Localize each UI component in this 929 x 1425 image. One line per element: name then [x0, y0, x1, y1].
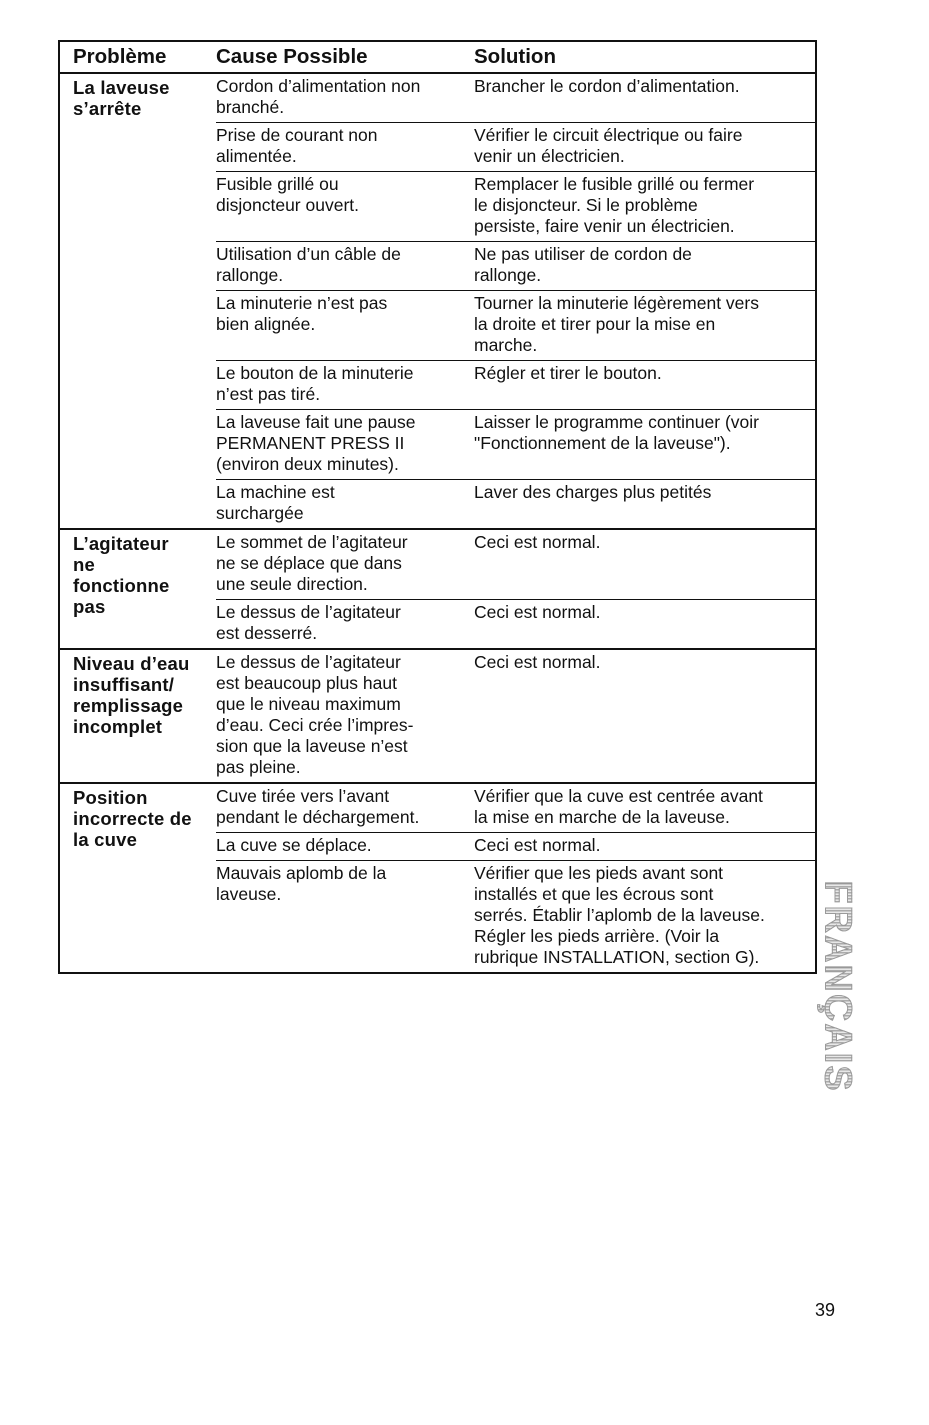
problem-title: Position incorrecte de la cuve — [73, 787, 192, 850]
cause-cell: Fusible grillé ou disjoncteur ouvert. — [216, 174, 359, 215]
table-row — [216, 122, 815, 171]
cause-list — [216, 530, 815, 648]
table-row — [216, 290, 815, 360]
troubleshooting-table — [58, 40, 817, 974]
solution-cell: Brancher le cordon d’alimentation. — [474, 76, 740, 96]
solution-cell: Laver des charges plus petités — [474, 482, 712, 502]
problem-block — [60, 782, 815, 972]
solution-cell: Tourner la minuterie légèrement vers la droite et tirer pour la mise en marche. — [474, 293, 759, 355]
solution-cell: Ceci est normal. — [474, 532, 601, 552]
table-row — [216, 74, 815, 122]
solution-cell: Ceci est normal. — [474, 602, 601, 622]
solution-cell: Régler et tirer le bouton. — [474, 363, 662, 383]
table-row — [216, 832, 815, 860]
solution-cell: Laisser le programme continuer (voir "Fonctionnement de la laveuse"). — [474, 412, 759, 453]
table-row — [216, 860, 815, 972]
cause-cell: Le bouton de la minuterie n’est pas tiré. — [216, 363, 414, 404]
cause-cell: Cuve tirée vers l’avant pendant le déchargement. — [216, 786, 420, 827]
table-header-row — [60, 42, 815, 74]
problem-block — [60, 528, 815, 648]
problem-title: L’agitateur ne fonctionne pas — [73, 533, 170, 617]
table-row — [216, 650, 815, 782]
page-number: 39 — [815, 1300, 836, 1320]
cause-cell: Le dessus de l’agitateur est desserré. — [216, 602, 401, 643]
header-problem: Problème — [73, 45, 167, 68]
table-row — [216, 530, 815, 599]
problem-block — [60, 648, 815, 782]
cause-cell: Prise de courant non alimentée. — [216, 125, 378, 166]
problem-title: Niveau d’eau insuffisant/ remplissage incomplet — [73, 653, 190, 737]
language-side-label-text: FRANÇAIS — [816, 879, 859, 1093]
cause-cell: La machine est surchargée — [216, 482, 335, 523]
solution-cell: Vérifier le circuit électrique ou faire venir un électricien. — [474, 125, 743, 166]
table-row — [216, 479, 815, 528]
table-row — [216, 409, 815, 479]
cause-cell: La minuterie n’est pas bien alignée. — [216, 293, 388, 334]
table-row — [216, 784, 815, 832]
solution-cell: Ceci est normal. — [474, 835, 601, 855]
cause-cell: Le sommet de l’agitateur ne se déplace que dans une seule direction. — [216, 532, 408, 594]
header-cause: Cause Possible — [216, 45, 368, 68]
table-row — [216, 360, 815, 409]
cause-cell: La laveuse fait une pause PERMANENT PRESS II (environ deux minutes). — [216, 412, 416, 474]
solution-cell: Ceci est normal. — [474, 652, 601, 672]
table-body — [60, 74, 815, 972]
header-solution: Solution — [474, 45, 556, 68]
cause-cell: Le dessus de l’agitateur est beaucoup plus haut que le niveau maximum d’eau. Ceci crée l’impres- sion que la laveuse n’est pas pleine. — [216, 652, 414, 777]
cause-cell: La cuve se déplace. — [216, 835, 372, 855]
problem-title: La laveuse s’arrête — [73, 77, 170, 119]
cause-list — [216, 784, 815, 972]
table-row — [216, 241, 815, 290]
table-row — [216, 171, 815, 241]
table-row — [216, 599, 815, 648]
solution-cell: Vérifier que les pieds avant sont installés et que les écrous sont serrés. Établir l’aplomb de la laveuse. Régler les pieds arrière. (Voir la rubrique INSTALLATION, section G). — [474, 863, 765, 967]
solution-cell: Remplacer le fusible grillé ou fermer le disjoncteur. Si le problème persiste, faire venir un électricien. — [474, 174, 755, 236]
cause-list — [216, 74, 815, 528]
solution-cell: Vérifier que la cuve est centrée avant la mise en marche de la laveuse. — [474, 786, 763, 827]
solution-cell: Ne pas utiliser de cordon de rallonge. — [474, 244, 692, 285]
cause-cell: Utilisation d’un câble de rallonge. — [216, 244, 401, 285]
cause-cell: Mauvais aplomb de la laveuse. — [216, 863, 387, 904]
problem-block — [60, 74, 815, 528]
cause-list — [216, 650, 815, 782]
language-side-label — [812, 866, 862, 1106]
cause-cell: Cordon d’alimentation non branché. — [216, 76, 421, 117]
